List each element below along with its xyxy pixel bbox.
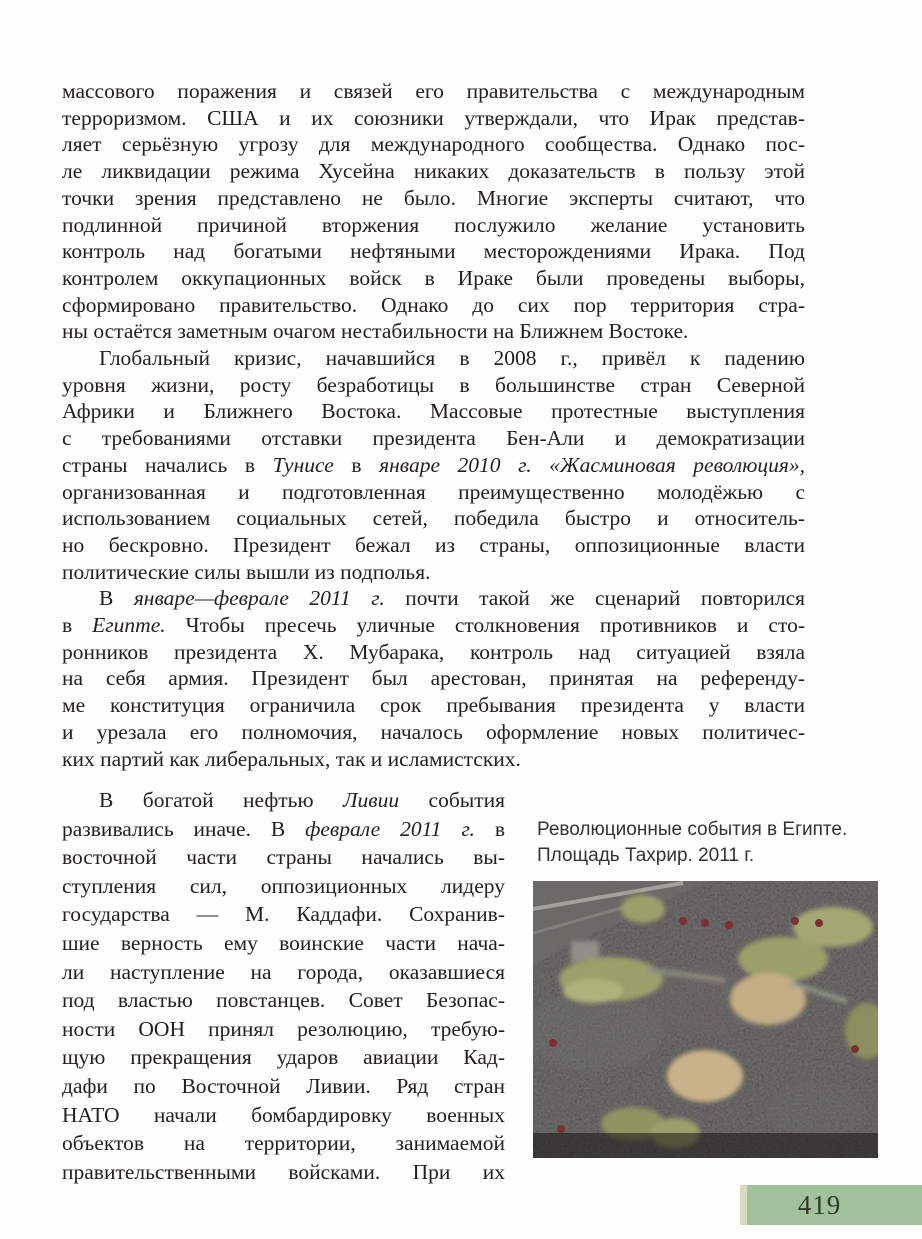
- text-segment: ких партий как либеральных, так и исламистских.: [62, 746, 521, 771]
- text-segment: ле ликвидации режима Хусейна никаких доказательств в пользу этой: [62, 159, 805, 184]
- text-line: [62, 505, 805, 532]
- text-segment: [532, 453, 550, 477]
- text-line: [62, 986, 505, 1015]
- text-line: [62, 1158, 505, 1187]
- text-line: [62, 1129, 505, 1158]
- text-segment: организованная и подготовленная преимущественно молодёжью с: [62, 479, 805, 504]
- main-text-block: [62, 78, 805, 772]
- italic-text-segment: январе 2010 г.: [379, 452, 532, 477]
- text-line: [62, 105, 805, 132]
- text-segment: события: [399, 788, 505, 812]
- text-line: [62, 559, 805, 586]
- figure-caption-line-2: Площадь Тахрир. 2011 г.: [537, 845, 755, 866]
- figure-caption-line-1: Революционные события в Египте.: [537, 819, 848, 840]
- text-segment: терроризмом. США и их союзники утверждали, что Ирак представ-: [62, 105, 805, 130]
- figure-caption: [537, 817, 878, 869]
- paragraph: [62, 786, 505, 1186]
- text-segment: В богатой нефтью: [99, 788, 343, 812]
- text-line: [62, 292, 805, 319]
- text-line: [62, 265, 805, 292]
- text-line: [62, 746, 805, 773]
- italic-text-segment: Тунисе: [272, 452, 334, 477]
- text-segment: контроль над богатыми нефтяными месторождениями Ирака. Под: [62, 239, 805, 264]
- text-segment: ронников президента Х. Мубарака, контроль над ситуацией взяла: [62, 639, 805, 664]
- text-segment: шие верность ему воинские части нача-: [62, 930, 505, 955]
- text-segment: в: [474, 816, 506, 841]
- text-line: [62, 843, 505, 872]
- text-line: [62, 719, 805, 746]
- text-line: [62, 425, 805, 452]
- text-line: [62, 212, 805, 239]
- text-line: [62, 372, 805, 399]
- text-segment: ности ООН принял резолюцию, требую-: [62, 1016, 505, 1041]
- text-line: [62, 786, 505, 815]
- left-column-text-block: [62, 786, 505, 1186]
- text-line: [62, 1015, 505, 1044]
- text-segment: Глобальный кризис, начавшийся в 2008 г., привёл к падению: [99, 346, 805, 371]
- text-line: [62, 1043, 505, 1072]
- tahrir-square-photo: [533, 881, 878, 1158]
- text-line: [62, 452, 805, 479]
- italic-text-segment: феврале 2011 г.: [305, 816, 475, 841]
- text-segment: на себя армия. Президент был арестован, принятая на референду-: [62, 666, 805, 691]
- text-segment: восточной части страны начались вы-: [62, 845, 505, 870]
- text-line: [62, 929, 505, 958]
- text-segment: с требованиями отставки президента Бен-Али и демократизации: [62, 426, 805, 451]
- text-line: [62, 398, 805, 425]
- text-segment: объектов на территории, занимаемой: [62, 1131, 505, 1156]
- text-segment: Чтобы пресечь уличные столкновения противников и сто-: [165, 613, 805, 638]
- text-line: [62, 318, 805, 345]
- text-segment: Африки и Ближнего Востока. Массовые протестные выступления: [62, 399, 805, 424]
- text-segment: подлинной причиной вторжения послужило желание установить: [62, 212, 805, 237]
- text-segment: массового поражения и связей его правительства с международным: [62, 79, 805, 103]
- text-segment: ляет серьёзную угрозу для международного сообщества. Однако пос-: [62, 132, 805, 157]
- italic-text-segment: Ливии: [342, 788, 400, 812]
- text-segment: страны начались в: [62, 452, 273, 477]
- text-segment: НАТО начали бомбардировку военных: [62, 1102, 505, 1127]
- page-number-box: [740, 1185, 922, 1225]
- text-segment: правительственными войсками. При их: [62, 1159, 505, 1184]
- paragraph: [62, 78, 805, 345]
- text-line: [62, 612, 805, 639]
- italic-text-segment: январе—феврале 2011 г.: [133, 586, 385, 611]
- italic-text-segment: «Жасминовая революция»,: [549, 452, 805, 477]
- text-line: [62, 158, 805, 185]
- text-line: [62, 479, 805, 506]
- text-segment: щую прекращения ударов авиации Кад-: [62, 1045, 505, 1070]
- text-line: [62, 900, 505, 929]
- text-line: [62, 692, 805, 719]
- text-line: [62, 78, 805, 105]
- text-line: [62, 585, 805, 612]
- text-segment: контролем оккупационных войск в Ираке были проведены выборы,: [62, 265, 805, 290]
- text-segment: под властью повстанцев. Совет Безопас-: [62, 988, 505, 1013]
- text-segment: но бескровно. Президент бежал из страны, оппозиционные власти: [62, 532, 805, 557]
- text-line: [62, 1072, 505, 1101]
- text-line: [62, 872, 505, 901]
- text-line: [62, 1101, 505, 1130]
- text-line: [62, 815, 505, 844]
- text-line: [62, 131, 805, 158]
- text-segment: ступления сил, оппозиционных лидеру: [62, 873, 505, 898]
- text-line: [62, 639, 805, 666]
- text-segment: ны остаётся заметным очагом нестабильности на Ближнем Востоке.: [62, 319, 689, 344]
- text-line: [62, 185, 805, 212]
- paragraph: [62, 585, 805, 772]
- photo-bottom-shadow: [533, 1133, 878, 1158]
- text-segment: дафи по Восточной Ливии. Ряд стран: [62, 1073, 505, 1098]
- text-segment: точки зрения представлено не было. Многие эксперты считают, что: [62, 185, 805, 210]
- text-line: [62, 345, 805, 372]
- text-segment: политические силы вышли из подполья.: [62, 559, 431, 584]
- text-line: [62, 958, 505, 987]
- text-segment: ме конституция ограничила срок пребывания президента у власти: [62, 693, 805, 718]
- page-number: 419: [797, 1189, 842, 1220]
- text-segment: почти такой же сценарий повторился: [384, 586, 805, 611]
- text-segment: развивались иначе. В: [62, 816, 306, 841]
- text-segment: В: [99, 586, 134, 611]
- text-line: [62, 238, 805, 265]
- text-segment: уровня жизни, росту безработицы в большинстве стран Северной: [62, 372, 805, 397]
- text-segment: государства — М. Каддафи. Сохранив-: [62, 902, 505, 927]
- text-segment: сформировано правительство. Однако до сих пор территория стра-: [62, 292, 805, 317]
- text-segment: ли наступление на города, оказавшиеся: [62, 959, 505, 984]
- text-segment: использованием социальных сетей, победила быстро и относитель-: [62, 506, 805, 531]
- text-line: [62, 665, 805, 692]
- text-segment: в: [62, 613, 93, 638]
- italic-text-segment: Египте.: [92, 613, 166, 638]
- text-segment: и урезала его полномочия, началось оформление новых политичес-: [62, 719, 805, 744]
- figure-egypt-revolution: [533, 817, 878, 1158]
- paragraph: [62, 345, 805, 585]
- text-line: [62, 532, 805, 559]
- text-segment: в: [333, 452, 380, 477]
